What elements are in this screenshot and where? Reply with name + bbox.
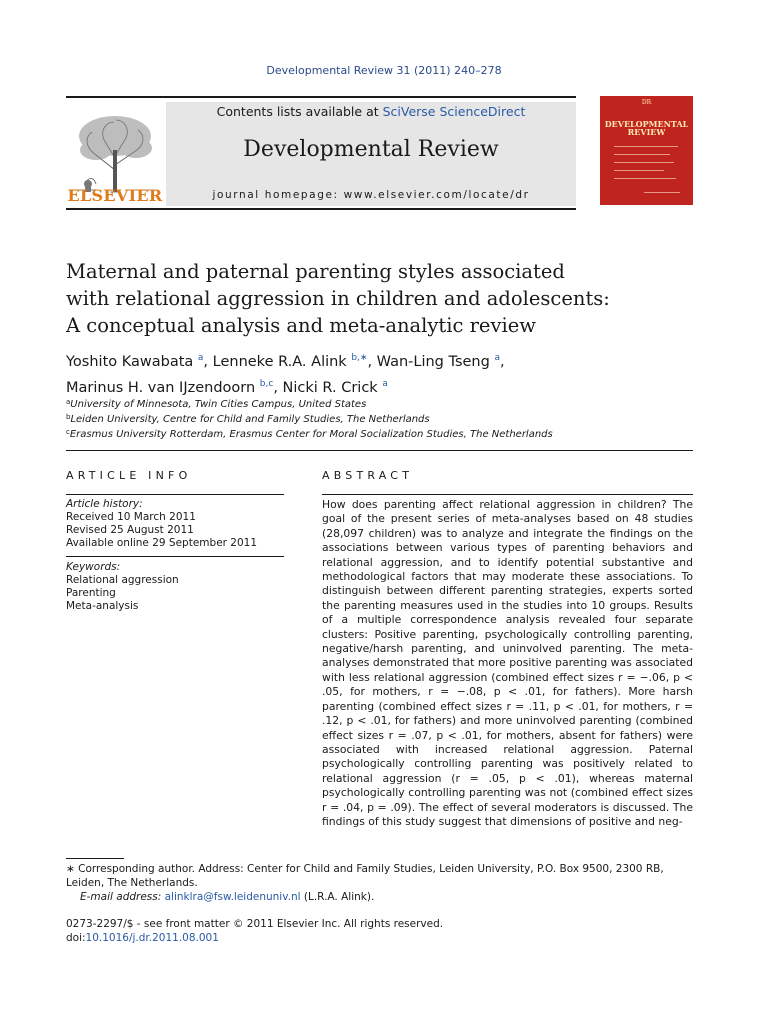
affiliation-text: Erasmus University Rotterdam, Erasmus Center for Moral Socialization Studies, The Netherlands bbox=[69, 429, 553, 440]
journal-homepage-link[interactable]: journal homepage: www.elsevier.com/locate/dr bbox=[212, 189, 530, 201]
contents-prefix: Contents lists available at bbox=[216, 104, 383, 119]
author-name[interactable]: Yoshito Kawabata bbox=[66, 354, 194, 370]
title-line: Maternal and paternal parenting styles associated bbox=[66, 260, 565, 283]
corresponding-author-footnote bbox=[66, 862, 693, 904]
author-list: Yoshito Kawabata $^a$, Lenneke R.A. Alink $^{b,∗}$, Wan-Ling Tseng $^a$, Marinus H. van IJzendoorn $^{b,c}$, Nicki R. Crick $^a$ bbox=[66, 353, 505, 396]
footnote-text: Corresponding author. Address: Center for Child and Family Studies, Leiden University, P.O. Box 9500, 2300 RB, Leiden, The Netherlands. bbox=[66, 863, 664, 889]
author-affil-marker[interactable]: a bbox=[382, 379, 388, 389]
abstract-rule bbox=[322, 494, 693, 495]
author-name[interactable]: Lenneke R.A. Alink bbox=[212, 354, 347, 370]
copyright-block bbox=[66, 917, 693, 945]
history-item: Revised 25 August 2011 bbox=[66, 524, 194, 536]
cover-text-line bbox=[614, 170, 664, 171]
journal-name: Developmental Review bbox=[243, 137, 499, 162]
author-affil-marker[interactable]: a bbox=[494, 353, 500, 363]
keywords-label: Keywords: bbox=[66, 561, 121, 573]
cover-title-line2: REVIEW bbox=[627, 127, 666, 137]
article-title bbox=[66, 258, 666, 339]
email-link[interactable]: alinklra@fsw.leidenuniv.nl bbox=[164, 891, 301, 903]
footnote-rule bbox=[66, 858, 124, 859]
affiliation-marker: b bbox=[66, 413, 71, 421]
affiliation bbox=[66, 396, 686, 411]
sciencedirect-link[interactable]: SciVerse ScienceDirect bbox=[382, 104, 526, 119]
keywords-rule bbox=[66, 556, 284, 557]
affiliation-text: University of Minnesota, Twin Cities Campus, United States bbox=[70, 399, 367, 410]
contents-line bbox=[166, 104, 576, 119]
author-name[interactable]: Nicki R. Crick bbox=[282, 380, 378, 396]
cover-text-line bbox=[614, 162, 674, 163]
keyword: Relational aggression bbox=[66, 574, 179, 586]
author-name[interactable]: Wan-Ling Tseng bbox=[376, 354, 490, 370]
abstract-text: How does parenting affect relational aggression in children? The goal of the present series of meta-analyses based on 48 studies (28,097 children) was to analyze and integrate the findings on the associations between various types of parenting behaviors and relational aggression, and to identify potential substantive and methodological factors that may moderate these associations. To distinguish between different parenting strategies, experts sorted the parenting measures used in the studies into 10 groups. Results of a multiple correspondence analysis revealed four separate clusters: Positive parenting, psychologically controlling parenting, negative/harsh parenting, and uninvolved parenting. The meta-analyses demonstrated that more positive parenting was associated with less relational aggression (combined effect sizes r = −.06, p < .05, for mothers, r = −.08, p < .01, for fathers). More harsh parenting (combined effect sizes r = .11, p < .01, for mothers, r = .12, p < .01, for fathers) and more uninvolved parenting (combined effect sizes r = .07, p < .01, for mothers, absent for fathers) were associated with increased relational aggression. Paternal psychologically controlling parenting was positively related to relational aggression (r = .05, p < .01), whereas maternal psychologically controlling parenting was not (combined effect sizes r = .04, p = .09). The effect of several moderators is discussed. The findings of this study suggest that dimensions of positive and neg- bbox=[322, 498, 693, 828]
journal-citation: Developmental Review 31 (2011) 240–278 bbox=[266, 64, 502, 77]
cover-text-line bbox=[614, 146, 678, 147]
title-line: A conceptual analysis and meta-analytic review bbox=[66, 314, 536, 337]
cover-title-line1: DEVELOPMENTAL bbox=[604, 119, 689, 129]
abstract-heading: ABSTRACT bbox=[322, 469, 414, 482]
cover-text-line bbox=[614, 178, 676, 179]
keyword: Meta-analysis bbox=[66, 600, 139, 612]
history-label: Article history: bbox=[66, 498, 143, 510]
cover-text-line bbox=[644, 192, 680, 193]
doi-prefix: doi: bbox=[66, 932, 86, 944]
elsevier-wordmark: ELSEVIER bbox=[67, 186, 163, 205]
history-item: Received 10 March 2011 bbox=[66, 511, 196, 523]
history-item: Available online 29 September 2011 bbox=[66, 537, 258, 549]
affiliation bbox=[66, 426, 686, 441]
article-info-rule bbox=[66, 494, 284, 495]
copyright-line: 0273-2297/$ - see front matter © 2011 Elsevier Inc. All rights reserved. bbox=[66, 918, 444, 930]
section-divider bbox=[66, 450, 693, 451]
article-info-heading: ARTICLE INFO bbox=[66, 469, 192, 482]
author-affil-marker[interactable]: b,c bbox=[259, 379, 274, 389]
doi-link[interactable]: 10.1016/j.dr.2011.08.001 bbox=[85, 932, 219, 944]
author-affil-marker[interactable]: a bbox=[197, 353, 204, 363]
article-info bbox=[66, 498, 286, 613]
affiliation-text: Leiden University, Centre for Child and Family Studies, The Netherlands bbox=[70, 414, 430, 425]
email-label: E-mail address: bbox=[80, 891, 162, 903]
affiliation-list bbox=[66, 396, 686, 441]
cover-title bbox=[600, 120, 693, 136]
cover-text-line bbox=[614, 154, 670, 155]
author-name[interactable]: Marinus H. van IJzendoorn bbox=[66, 380, 256, 396]
keyword: Parenting bbox=[66, 587, 116, 599]
header-rule-bottom bbox=[66, 208, 576, 210]
cover-badge: DR bbox=[641, 99, 652, 106]
affiliation-marker: c bbox=[66, 428, 70, 436]
header-rule-top bbox=[66, 96, 576, 98]
author-affil-marker[interactable]: b,∗ bbox=[351, 353, 368, 363]
title-line: with relational aggression in children and adolescents: bbox=[66, 287, 610, 310]
footnote-marker: ∗ bbox=[66, 863, 75, 875]
journal-cover-thumbnail bbox=[600, 96, 693, 205]
affiliation bbox=[66, 411, 686, 426]
email-suffix: (L.R.A. Alink). bbox=[303, 891, 375, 903]
affiliation-marker: a bbox=[66, 398, 71, 406]
